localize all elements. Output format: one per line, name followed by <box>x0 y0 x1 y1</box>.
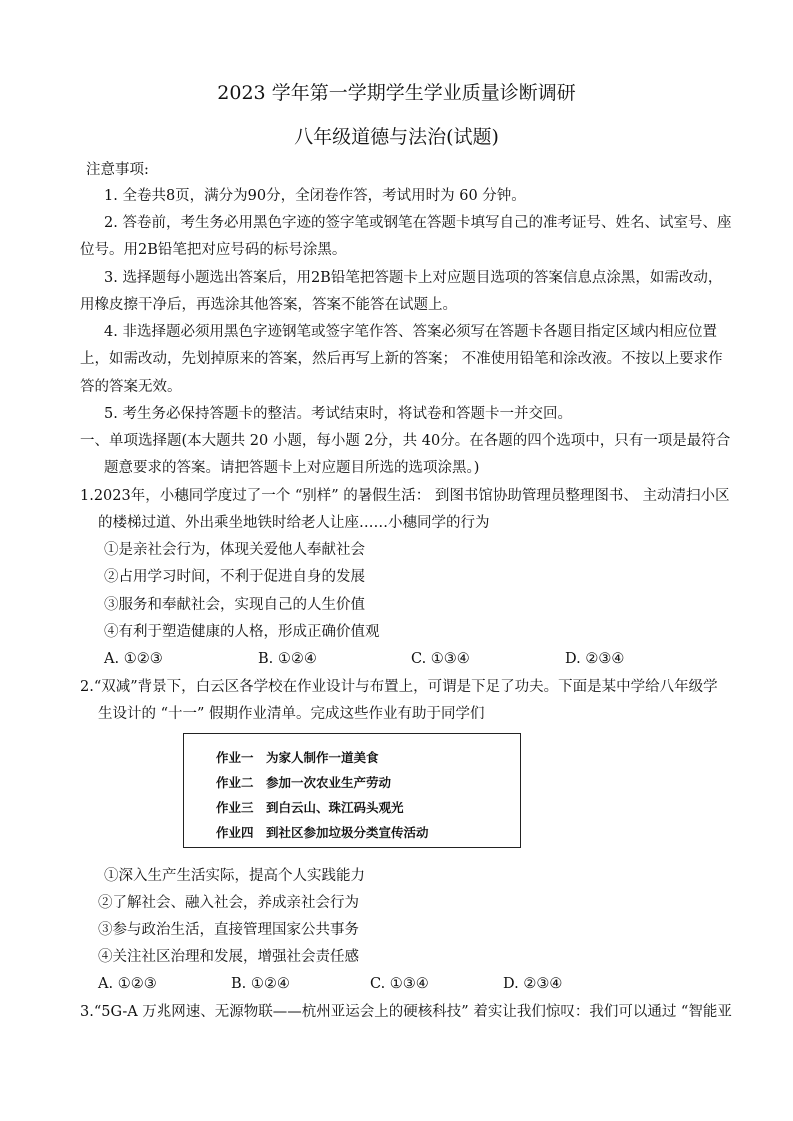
q1-stem-cont: 的楼梯过道、外出乘坐地铁时给老人让座……小穗同学的行为 <box>98 515 490 531</box>
q1-option-c[interactable]: C. ①③④ <box>411 651 470 667</box>
q3-stem: 3.“5G-A 万兆网速、无源物联——杭州亚运会上的硬核科技” 着实让我们惊叹：我们可以通过 “智能亚 <box>80 1004 732 1020</box>
notice-heading: 注意事项: <box>86 162 149 178</box>
q2-item: ①深入生产生活实际，提高个人实践能力 <box>104 868 365 884</box>
notice-line: 用橡皮擦干净后，再选涂其他答案，答案不能答在试题上。 <box>80 297 457 313</box>
q2-option-c[interactable]: C. ①③④ <box>370 976 429 992</box>
homework-list-box <box>183 733 521 848</box>
q2-item: ③参与政治生活，直接管理国家公共事务 <box>98 922 359 938</box>
homework-item: 作业二 参加一次农业生产劳动 <box>216 775 392 790</box>
q1-option-d[interactable]: D. ②③④ <box>565 651 625 667</box>
q2-item: ④关注社区治理和发展，增强社会责任感 <box>98 949 359 965</box>
q2-option-b[interactable]: B. ①②④ <box>231 976 290 992</box>
q1-item: ④有利于塑造健康的人格，形成正确价值观 <box>104 624 380 640</box>
q1-option-a[interactable]: A. ①②③ <box>104 651 163 667</box>
notice-line: 答的答案无效。 <box>80 379 182 395</box>
exam-title: 2023 学年第一学期学生学业质量诊断调研 <box>217 82 576 104</box>
q2-item: ②了解社会、融入社会，养成亲社会行为 <box>98 895 359 911</box>
notice-line: 位号。用2B铅笔把对应号码的标号涂黑。 <box>80 242 347 258</box>
q1-item: ③服务和奉献社会，实现自己的人生价值 <box>104 597 365 613</box>
q1-item: ②占用学习时间，不利于促进自身的发展 <box>104 569 365 585</box>
q1-item: ①是亲社会行为，体现关爱他人奉献社会 <box>104 542 365 558</box>
section-heading-cont: 题意要求的答案。请把答题卡上对应题目所选的选项涂黑。) <box>104 460 480 476</box>
q2-option-a[interactable]: A. ①②③ <box>98 976 157 992</box>
notice-line: 1. 全卷共8页，满分为90分，全闭卷作答，考试用时为 60 分钟。 <box>104 188 526 204</box>
homework-item: 作业一 为家人制作一道美食 <box>216 750 379 765</box>
notice-line: 2. 答卷前，考生务必用黑色字迹的签字笔或钢笔在答题卡填写自己的准考证号、姓名、试室号、座 <box>104 215 732 231</box>
notice-line: 3. 选择题每小题选出答案后，用2B铅笔把答题卡上对应题目选项的答案信息点涂黑，如需改动， <box>104 270 723 286</box>
homework-item: 作业三 到白云山、珠江码头观光 <box>216 800 404 815</box>
q2-option-d[interactable]: D. ②③④ <box>503 976 563 992</box>
notice-line: 上，如需改动，先划掉原来的答案，然后再写上新的答案； 不准使用铅笔和涂改液。不按以上要求作 <box>80 351 723 367</box>
notice-line: 5. 考生务必保持答题卡的整洁。考试结束时，将试卷和答题卡一并交回。 <box>104 406 572 422</box>
q2-stem: 2.“双减”背景下，白云区各学校在作业设计与布置上，可谓是下足了功夫。下面是某中学给八年级学 <box>80 679 718 695</box>
homework-item: 作业四 到社区参加垃圾分类宣传活动 <box>216 825 429 840</box>
section-heading: 一、单项选择题(本大题共 20 小题，每小题 2分，共 40分。在各题的四个选项中，只有一项是最符合 <box>80 433 731 449</box>
q2-stem-cont: 生设计的 “十一” 假期作业清单。完成这些作业有助于同学们 <box>98 706 485 722</box>
exam-subtitle: 八年级道德与法治(试题) <box>294 126 499 148</box>
q1-stem: 1.2023年，小穗同学度过了一个 “别样” 的暑假生活： 到图书馆协助管理员整理图书、 主动清扫小区 <box>80 488 730 504</box>
q1-option-b[interactable]: B. ①②④ <box>258 651 317 667</box>
notice-line: 4. 非选择题必须用黑色字迹钢笔或签字笔作答、答案必须写在答题卡各题目指定区域内相应位置 <box>104 324 717 340</box>
